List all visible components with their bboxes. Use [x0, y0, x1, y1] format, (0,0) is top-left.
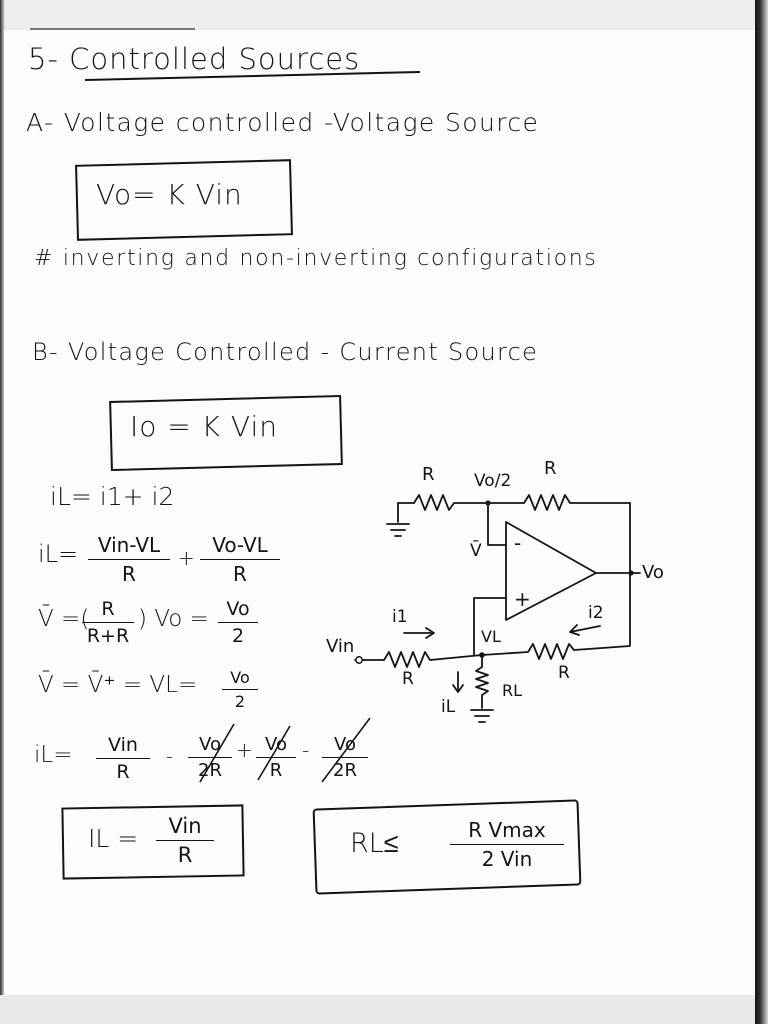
eq-sub-term4-den: 2R: [333, 760, 357, 781]
label-minus: -: [514, 531, 522, 555]
label-r-bottom-right: R: [558, 663, 570, 683]
eq-il-plus: +: [178, 546, 195, 570]
eq-il-term1-den: R: [122, 562, 136, 586]
eq-divider-ratio-num: R: [101, 598, 115, 620]
eq-sub-op3: -: [302, 738, 310, 762]
eq-virtual-short-den: 2: [234, 692, 246, 711]
inverting-input-wire: [488, 503, 506, 545]
resistor-bottom-right: [482, 573, 630, 659]
label-il: iL: [441, 697, 456, 717]
label-plus: +: [514, 587, 531, 611]
result-load-lhs: RL≤: [350, 828, 399, 859]
section-a-note: # inverting and non-inverting configurations: [34, 246, 598, 271]
label-vin: Vin: [326, 636, 355, 657]
page-title: 5- Controlled Sources: [28, 42, 361, 76]
eq-kcl: iL= i1+ i2: [50, 482, 175, 511]
arrow-il: [453, 672, 463, 692]
resistor-top-right: [488, 495, 630, 510]
eq-sub-term2-den: 2R: [198, 760, 222, 781]
eq-sub-op2: +: [236, 738, 253, 762]
eq-substituted-lhs: iL=: [34, 742, 73, 768]
eq-sub-term3-num: Vo: [265, 734, 287, 755]
label-node-top: Vo/2: [474, 471, 512, 491]
eq-sub-term3-den: R: [269, 760, 283, 781]
eq-sub-op1: -: [166, 744, 174, 768]
result-current-num: Vin: [168, 814, 202, 838]
eq-il-term2-num: Vo-VL: [212, 533, 268, 557]
eq-divider-ratio-den: R+R: [86, 625, 130, 647]
eq-divider-result-den: 2: [231, 625, 245, 647]
eq-il-term2-den: R: [233, 562, 247, 586]
label-i2: i2: [588, 603, 604, 623]
resistor-top-left: [414, 495, 488, 510]
eq-sub-term2-num: Vo: [199, 734, 221, 755]
ground-top: [387, 503, 409, 536]
section-a-formula: Vo= K Vin: [96, 178, 243, 211]
label-rl: RL: [502, 681, 523, 700]
eq-sub-term1-num: Vin: [108, 734, 138, 756]
eq-il-term1-num: Vin-VL: [97, 533, 161, 557]
eq-divider-mid: ) Vo =: [138, 606, 209, 632]
eq-sub-term4-num: Vo: [334, 734, 356, 755]
ground-bottom: [471, 710, 493, 722]
eq-sub-term1-den: R: [116, 761, 130, 783]
result-current-den: R: [177, 843, 193, 867]
result-load-den: 2 Vin: [481, 847, 533, 871]
result-current-lhs: IL =: [88, 824, 139, 853]
label-r-bottom-left: R: [402, 669, 414, 689]
label-r-top-right: R: [544, 458, 557, 479]
eq-il-lhs: iL=: [38, 540, 79, 568]
eq-divider-result-num: Vo: [226, 598, 250, 620]
section-b-heading: B- Voltage Controlled - Current Source: [32, 338, 539, 366]
resistor-load: [476, 655, 488, 708]
label-i1: i1: [392, 607, 408, 627]
eq-virtual-short-num: Vo: [230, 668, 250, 687]
label-v-minus: V̄: [470, 541, 482, 561]
arrow-i2: [570, 625, 600, 635]
label-vl: VL: [481, 627, 501, 646]
eq-virtual-short: V̄ = V̄⁺ = VL=: [38, 672, 198, 698]
label-r-top-left: R: [422, 464, 435, 485]
arrow-i1: [404, 628, 434, 638]
section-a-heading: A- Voltage controlled -Voltage Source: [26, 108, 540, 137]
label-vo: Vo: [642, 562, 664, 583]
section-b-formula: Io = K Vin: [130, 410, 278, 443]
result-load-num: R Vmax: [468, 818, 546, 842]
eq-divider-lhs: V̄ =(: [38, 606, 90, 632]
resistor-bottom-left: [364, 652, 482, 667]
